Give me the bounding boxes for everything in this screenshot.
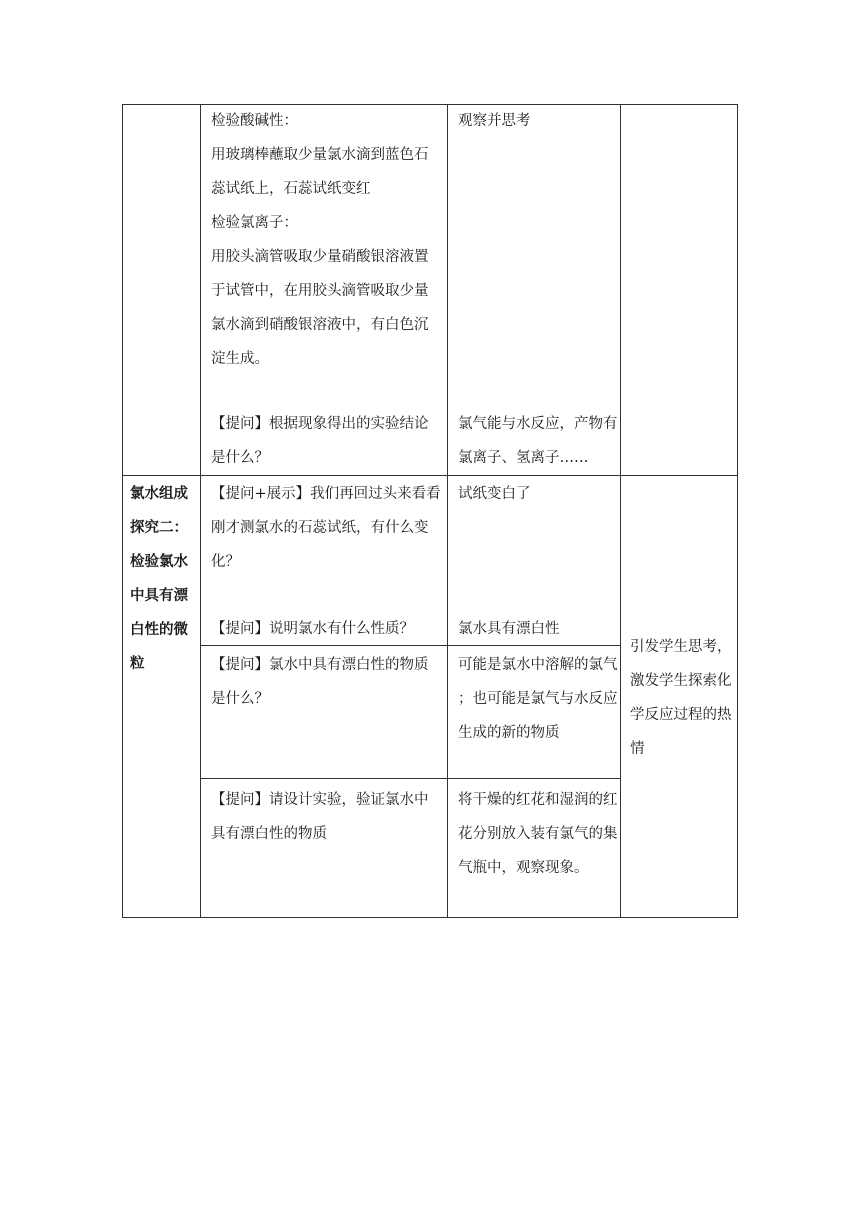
row2-q1: 【提问+展示】我们再回过头来看看刚才测氯水的石蕊试纸，有什么变化？ [211,486,441,570]
row-divider-1 [122,475,738,476]
row2-design-intent: 引发学生思考，激发学生探索化学反应过程的热情 [630,639,732,757]
row2-q2: 【提问】说明氯水有什么性质？ [211,621,414,637]
row2-stage-label: 氯水组成探究二：检验氯水中具有漂白性的微粒 [130,485,188,672]
row1-student-conclusion: 氯气能与水反应，产物有氯离子、氢离子…… [458,416,618,466]
row1-content [211,104,441,376]
col-divider-1 [200,104,201,918]
row1-question: 【提问】根据现象得出的实验结论是什么？ [211,416,429,466]
row2-q3: 【提问】氯水中具有漂白性的物质是什么？ [211,657,429,707]
content-line-2: 用玻璃棒蘸取少量氯水滴到蓝色石蕊试纸上，石蕊试纸变红 [211,147,429,197]
row2-a1: 试纸变白了 [458,486,531,502]
row2-a3: 可能是氯水中溶解的氯气 ；也可能是氯气与水反应生成的新的物质 [458,657,618,741]
content-line-1: 检验酸碱性： [211,113,298,129]
row-divider-sub-2 [200,778,620,779]
row1-student-observe: 观察并思考 [458,113,531,129]
row2-q4: 【提问】请设计实验，验证氯水中具有漂白性的物质 [211,792,429,842]
col-divider-2 [447,104,448,918]
row2-a4: 将干燥的红花和湿润的红花分别放入装有氯气的集气瓶中，观察现象。 [458,792,618,876]
content-line-4: 用胶头滴管吸取少量硝酸银溶液置于试管中，在用胶头滴管吸取少量氯水滴到硝酸银溶液中，有白色沉淀生成。 [211,249,429,367]
row2-a2: 氯水具有漂白性 [458,621,560,637]
content-line-3: 检验氯离子： [211,215,298,231]
col-divider-3 [620,104,621,918]
